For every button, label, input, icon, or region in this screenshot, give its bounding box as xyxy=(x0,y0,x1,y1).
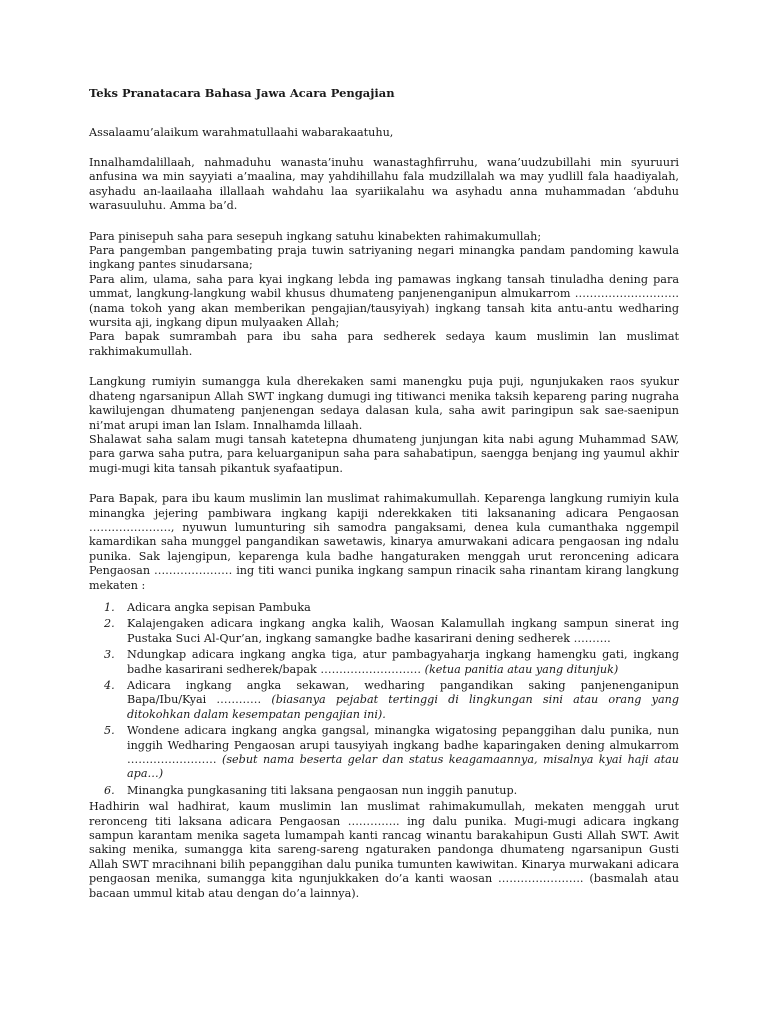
agenda-note: (ketua panitia atau yang ditunjuk) xyxy=(424,662,619,676)
list-item xyxy=(89,617,679,646)
agenda-note: (biasanya pejabat tertinggi di lingkungan sini atau orang yang ditokohkan dalam kesempatan pengajian ini). xyxy=(127,693,679,721)
greeting: Assalaamu’alaikum warahmatullaahi wabarakaatuhu, xyxy=(89,126,394,139)
agenda-number: 2. xyxy=(104,617,115,631)
agenda-note: (sebut nama beserta gelar dan status keagamaannya, misalnya kyai haji atau apa…) xyxy=(127,753,680,781)
honorific-line: Para bapak sumrambah para ibu saha para sedherek sedaya kaum muslimin lan muslimat rakhimakumullah. xyxy=(89,330,679,358)
honorific-line: Para alim, ulama, saha para kyai ingkang lebda ing pamawas ingkang tansah tinuladha dening para ummat, langkung-langkung wabil khusus dhumateng panjenenganipun almukarrom ………………………. (nama tokoh yang akan memberikan pengajian/tausyiyah) ingkang tansah kita antu-antu wedharing wursita aji, ingkang dipun mulyaaken Allah; xyxy=(89,272,679,330)
agenda-text: Ndungkap adicara ingkang angka tiga, atur pambagyaharja ingkang hamengku gati, ingkang badhe kasarirani sedherek/bapak ……………………… xyxy=(127,648,679,676)
page-title: Teks Pranatacara Bahasa Jawa Acara Pengajian xyxy=(89,86,395,100)
agenda-number: 5. xyxy=(104,724,115,738)
list-item xyxy=(89,679,679,722)
opening-paragraph: Innalhamdalillaah, nahmaduhu wanasta’inuhu wanastaghfirruhu, wana’uudzubillahi min syuruuri anfusina wa min sayyiati a’maalina, may yahdihillahu fala mudzillalah wa may yudlill fala haadiyalah, asyhadu an-laailaaha illallaah wahdahu laa syariikalahu wa asyhadu anna muhammadan ‘abduhu warasuuluhu. Amma ba’d. xyxy=(89,156,679,213)
agenda-number: 6. xyxy=(104,783,115,797)
honorifics-block xyxy=(89,230,679,360)
list-item xyxy=(89,784,679,798)
agenda-text: Adicara ingkang angka sekawan, wedharing pangandikan saking panjenenganipun Bapa/Ibu/Kyai ………… xyxy=(127,679,679,707)
intro-paragraph: Para Bapak, para ibu kaum muslimin lan muslimat rahimakumullah. Keparenga langkung rumiyin kula minangka jejering pambiwara ingkang kapiji nderekkaken titi laksananing adicara Pengaosan …………………., nyuwun lumunturing sih samodra pangaksami, denea kula cumanthaka nggempil kamardikan saha munggel pangandikan sawetawis, kinarya amurwakani adicara pengaosan ing ndalu punika. Sak lajengipun, keparenga kula badhe hangaturaken menggah urut reroncening adicara Pengaosan ………………… ing titi wanci punika ingkang sampun rinacik saha rinantam kirang langkung mekaten : xyxy=(89,492,679,592)
list-item xyxy=(89,648,679,677)
agenda-number: 3. xyxy=(104,648,115,662)
honorific-line: Para pinisepuh saha para sesepuh ingkang satuhu kinabekten rahimakumullah; xyxy=(89,229,542,243)
agenda-text: Adicara angka sepisan Pambuka xyxy=(127,600,311,614)
agenda-text: Wondene adicara ingkang angka gangsal, minangka wigatosing pepanggihan dalu punika, nun inggih Wedharing Pengaosan arupi tausyiyah ingkang badhe kaparingaken dening almukarrom …………………… xyxy=(127,724,679,767)
closing-paragraph: Hadhirin wal hadhirat, kaum muslimin lan muslimat rahimakumullah, mekaten menggah urut reronceng titi laksana adicara Pengaosan ………….. ing dalu punika. Mugi-mugi adicara ingkang sampun karantam menika sageta lumampah kanti rancag winantu barakahipun Gusti Allah SWT. Awit saking menika, sumangga kita sareng-sareng ngaturaken pandonga dhumateng ngarsanipun Gusti Allah SWT mracihnani bilih pepanggihan dalu punika tumunten kawiwitan. Kinarya murwakani adicara pengaosan menika, sumangga kita ngunjukkaken do’a kanti waosan ………………….. (basmalah atau bacaan ummul kitab atau dengan do’a lainnya). xyxy=(89,800,679,900)
honorific-line: Para pangemban pangembating praja tuwin satriyaning negari minangka pandam pandoming kawula ingkang pantes sinudarsana; xyxy=(89,244,679,272)
shalawat-paragraph: Shalawat saha salam mugi tansah katetepna dhumateng junjungan kita nabi agung Muhammad SAW, para garwa saha putra, para keluarganipun saha para sahabatipun, saengga benjang ing yaumul akhir mugi-mugi kita tansah pikantuk syafaatipun. xyxy=(89,432,679,475)
list-item xyxy=(89,724,679,782)
agenda-text: Kalajengaken adicara ingkang angka kalih, Waosan Kalamullah ingkang sampun sinerat ing Pustaka Suci Al-Qur’an, ingkang samangke badhe kasarirani dening sedherek ………. xyxy=(127,617,679,645)
agenda-list xyxy=(89,601,679,798)
agenda-number: 1. xyxy=(104,600,115,614)
agenda-text: Minangka pungkasaning titi laksana pengaosan nun inggih panutup. xyxy=(127,783,518,797)
list-item xyxy=(89,601,679,615)
agenda-number: 4. xyxy=(104,679,115,692)
gratitude-block xyxy=(89,375,679,476)
gratitude-paragraph: Langkung rumiyin sumangga kula dherekaken sami manengku puja puji, ngunjukaken raos syukur dhateng ngarsanipun Allah SWT ingkang dumugi ing titiwanci menika taksih kepareng paring nugraha kawilujengan dhumateng panjenengan sedaya dalasan kula, saha awit paringipun sak sae-saenipun ni’mat arupi iman lan Islam. Innalhamda lillaah. xyxy=(89,375,679,432)
